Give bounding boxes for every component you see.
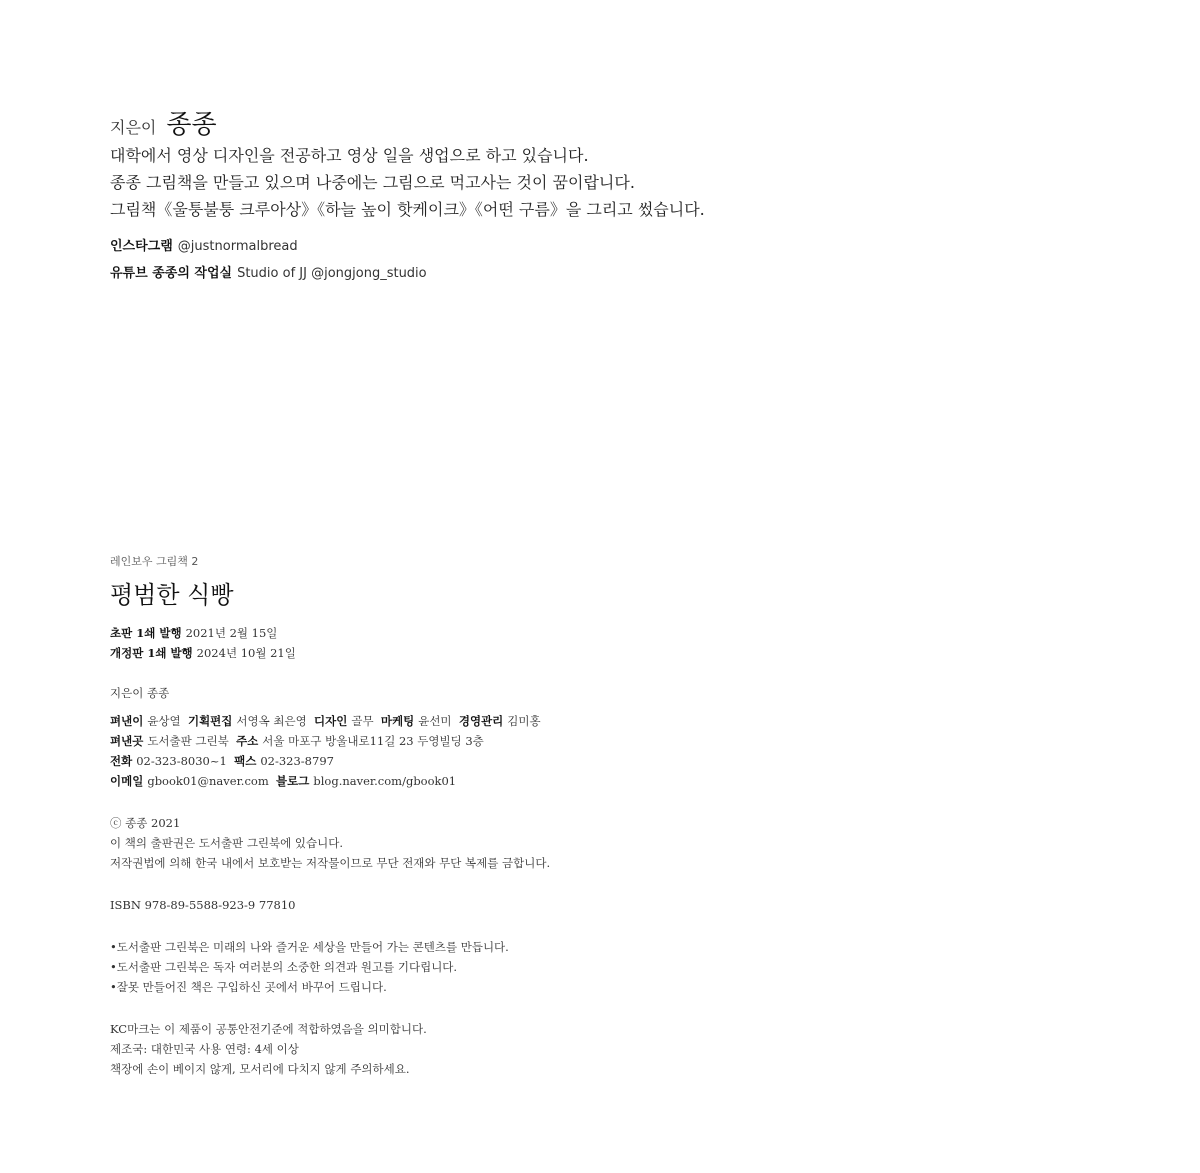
note-line: •도서출판 그린북은 독자 여러분의 소중한 의견과 원고를 기다립니다. xyxy=(110,960,458,974)
youtube-label: 유튜브 종종의 작업실 xyxy=(110,266,233,281)
staff-value: 서울 마포구 방울내로11길 23 두영빌딩 3층 xyxy=(262,734,484,748)
staff-value: 김미홍 xyxy=(507,714,541,728)
author-label: 지은이 xyxy=(110,118,157,137)
copyright-line: ⓒ 종종 2021 xyxy=(110,816,181,830)
author-credit: 지은이 종종 xyxy=(110,686,170,700)
kc-line: KC마크는 이 제품이 공통안전기준에 적합하였음을 의미합니다. xyxy=(110,1022,427,1036)
author-bio-line: 종종 그림책을 만들고 있으며 나중에는 그림으로 먹고사는 것이 꿈이랍니다. xyxy=(110,173,635,192)
staff-label: 펴낸곳 xyxy=(110,734,144,748)
staff-label: 기획편집 xyxy=(187,714,233,728)
phone-line xyxy=(110,751,550,771)
instagram-handle: @justnormalbread xyxy=(177,239,298,254)
staff-value: 도서출판 그린북 xyxy=(147,734,229,748)
staff-label: 팩스 xyxy=(234,754,257,768)
author-name: 종종 xyxy=(166,110,217,140)
isbn: ISBN 978-89-5588-923-9 77810 xyxy=(110,898,296,912)
staff-value: 02-323-8797 xyxy=(260,754,334,768)
contact-line xyxy=(110,771,550,791)
staff-value: gbook01@naver.com xyxy=(147,774,269,788)
author-heading xyxy=(110,104,705,142)
staff-label: 블로그 xyxy=(276,774,310,788)
instagram-label: 인스타그램 xyxy=(110,239,173,254)
series-name: 레인보우 그림책 2 xyxy=(110,555,199,568)
kc-line: 제조국: 대한민국 사용 연령: 4세 이상 xyxy=(110,1042,299,1056)
staff-label: 전화 xyxy=(110,754,133,768)
staff-label: 디자인 xyxy=(314,714,348,728)
copyright-line: 이 책의 출판권은 도서출판 그린북에 있습니다. xyxy=(110,836,344,850)
author-section xyxy=(110,104,705,287)
staff-value: 골무 xyxy=(351,714,374,728)
staff-line xyxy=(110,711,550,731)
staff-value: 02-323-8030~1 xyxy=(136,754,227,768)
colophon-section xyxy=(110,552,550,1079)
staff-label: 경영관리 xyxy=(458,714,504,728)
staff-label: 펴낸이 xyxy=(110,714,144,728)
edition-line xyxy=(110,643,550,663)
staff-value: blog.naver.com/gbook01 xyxy=(313,774,457,788)
author-bio-line: 그림책《울퉁불퉁 크루아상》《하늘 높이 핫케이크》《어떤 구름》을 그리고 썼습니다. xyxy=(110,200,705,219)
staff-value: 윤선미 xyxy=(418,714,452,728)
staff-value: 서영옥 최은영 xyxy=(236,714,307,728)
staff-label: 주소 xyxy=(236,734,259,748)
edition-label: 개정판 1쇄 발행 xyxy=(110,646,193,660)
author-bio-line: 대학에서 영상 디자인을 전공하고 영상 일을 생업으로 하고 있습니다. xyxy=(110,146,589,165)
youtube-line xyxy=(110,260,705,287)
edition-line xyxy=(110,623,550,643)
kc-line: 책장에 손이 베이지 않게, 모서리에 다치지 않게 주의하세요. xyxy=(110,1062,410,1076)
edition-label: 초판 1쇄 발행 xyxy=(110,626,182,640)
book-title: 평범한 식빵 xyxy=(110,581,234,609)
staff-label: 이메일 xyxy=(110,774,144,788)
note-line: •도서출판 그린북은 미래의 나와 즐거운 세상을 만들어 가는 콘텐츠를 만듭니다. xyxy=(110,940,509,954)
staff-label: 마케팅 xyxy=(380,714,415,728)
copyright-line: 저작권법에 의해 한국 내에서 보호받는 저작물이므로 무단 전재와 무단 복제를 금합니다. xyxy=(110,856,551,870)
publisher-line xyxy=(110,731,550,751)
staff-value: 윤상열 xyxy=(147,714,181,728)
youtube-handle: Studio of JJ @jongjong_studio xyxy=(237,266,427,281)
note-line: •잘못 만들어진 책은 구입하신 곳에서 바꾸어 드립니다. xyxy=(110,980,387,994)
edition-date: 2024년 10월 21일 xyxy=(196,646,296,660)
edition-date: 2021년 2월 15일 xyxy=(185,626,278,640)
instagram-line xyxy=(110,233,705,260)
